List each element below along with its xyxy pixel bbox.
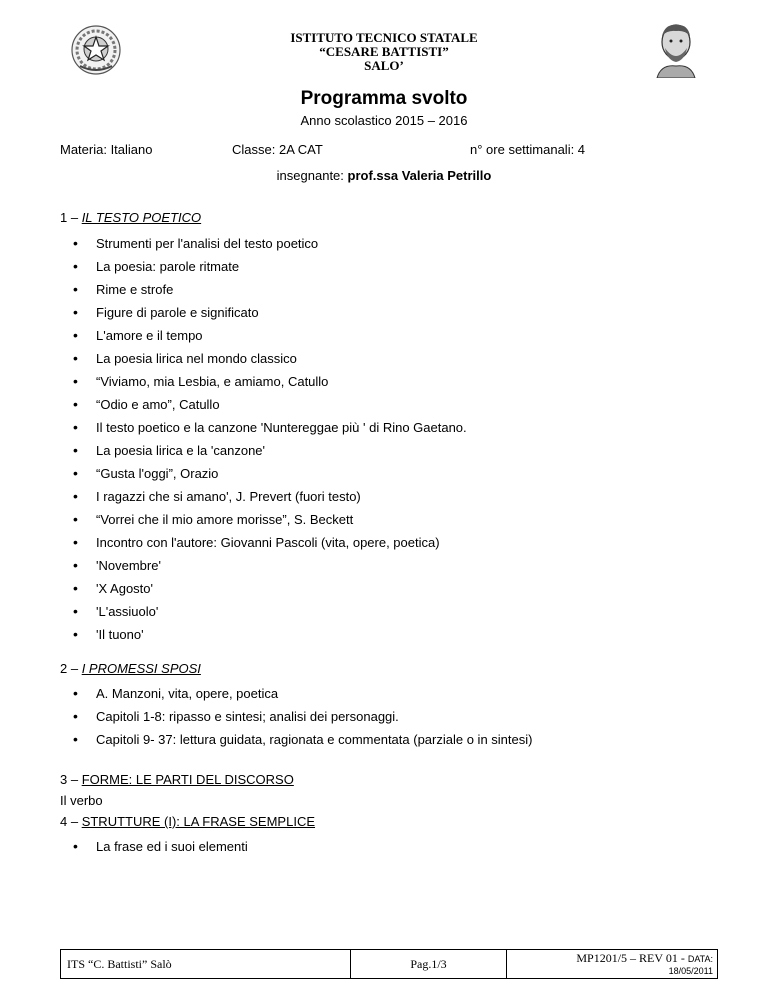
school-town: SALO’ [364, 58, 404, 73]
school-year: Anno scolastico 2015 – 2016 [300, 113, 468, 128]
section-title: IL TESTO POETICO [81, 210, 202, 225]
list-item: • “Odio e amo”, Catullo [96, 397, 220, 412]
list-item: • La poesia lirica e la 'canzone' [96, 443, 265, 458]
list-item: • A. Manzoni, vita, opere, poetica [96, 686, 278, 701]
section-title: I PROMESSI SPOSI [81, 661, 201, 676]
page-title: Programma svolto [300, 88, 468, 109]
list-item: • La poesia: parole ritmate [96, 259, 239, 274]
list-item: • Strumenti per l'analisi del testo poetico [96, 236, 318, 251]
section-number: 2 – [60, 661, 82, 676]
section-3-text: Il verbo [60, 793, 103, 808]
section-number: 1 – [60, 210, 82, 225]
list-item: • 'Il tuono' [96, 627, 144, 642]
list-item: • 'L'assiuolo' [96, 604, 158, 619]
weekly-hours: n° ore settimanali: 4 [470, 142, 586, 157]
section-1-heading [60, 210, 201, 225]
list-item: • 'Novembre' [96, 558, 161, 573]
list-item: • La poesia lirica nel mondo classico [96, 351, 297, 366]
class: Classe: 2A CAT [232, 142, 323, 157]
teacher-line [0, 168, 768, 183]
section-title: STRUTTURE (I): LA FRASE SEMPLICE [81, 814, 316, 829]
footer-date: 18/05/2011 [668, 965, 713, 976]
section-number: 4 – [60, 814, 82, 829]
section-4-heading [60, 814, 315, 829]
list-item: • 'X Agosto' [96, 581, 153, 596]
list-item: • L'amore e il tempo [96, 328, 203, 343]
list-item: • Capitoli 1-8: ripasso e sintesi; analisi dei personaggi. [96, 709, 399, 724]
list-item: • “Gusta l'oggi”, Orazio [96, 466, 218, 481]
subject: Materia: Italiano [60, 142, 153, 157]
list-item: • I ragazzi che si amano', J. Prevert (fuori testo) [96, 489, 361, 504]
section-2-heading [60, 661, 201, 676]
teacher-name: prof.ssa Valeria Petrillo [347, 168, 492, 183]
section-number: 3 – [60, 772, 82, 787]
list-item: • Incontro con l'autore: Giovanni Pascoli (vita, opere, poetica) [96, 535, 440, 550]
school-name-line1: ISTITUTO TECNICO STATALE [290, 30, 478, 45]
list-item: • La frase ed i suoi elementi [96, 839, 248, 854]
footer-data-label: DATA: [687, 953, 713, 964]
list-item: • “Viviamo, mia Lesbia, e amiamo, Catullo [96, 374, 328, 389]
footer-school: ITS “C. Battisti” Salò [61, 950, 351, 978]
section-3-heading [60, 772, 294, 787]
school-name-line2: “CESARE BATTISTI” [319, 44, 449, 59]
footer-doc-code [507, 950, 717, 978]
teacher-label: insegnante: [276, 168, 348, 183]
list-item: • “Vorrei che il mio amore morisse”, S. Beckett [96, 512, 353, 527]
footer-doc-revision: MP1201/5 – REV 01 - [576, 950, 688, 965]
page-footer [60, 949, 718, 979]
section-title: FORME: LE PARTI DEL DISCORSO [81, 772, 294, 787]
list-item: • Il testo poetico e la canzone 'Nuntereggae più ' di Rino Gaetano. [96, 420, 467, 435]
list-item: • Capitoli 9- 37: lettura guidata, ragionata e commentata (parziale o in sintesi) [96, 732, 532, 747]
footer-page-number: Pag.1/3 [351, 950, 507, 978]
list-item: • Rime e strofe [96, 282, 173, 297]
list-item: • Figure di parole e significato [96, 305, 259, 320]
